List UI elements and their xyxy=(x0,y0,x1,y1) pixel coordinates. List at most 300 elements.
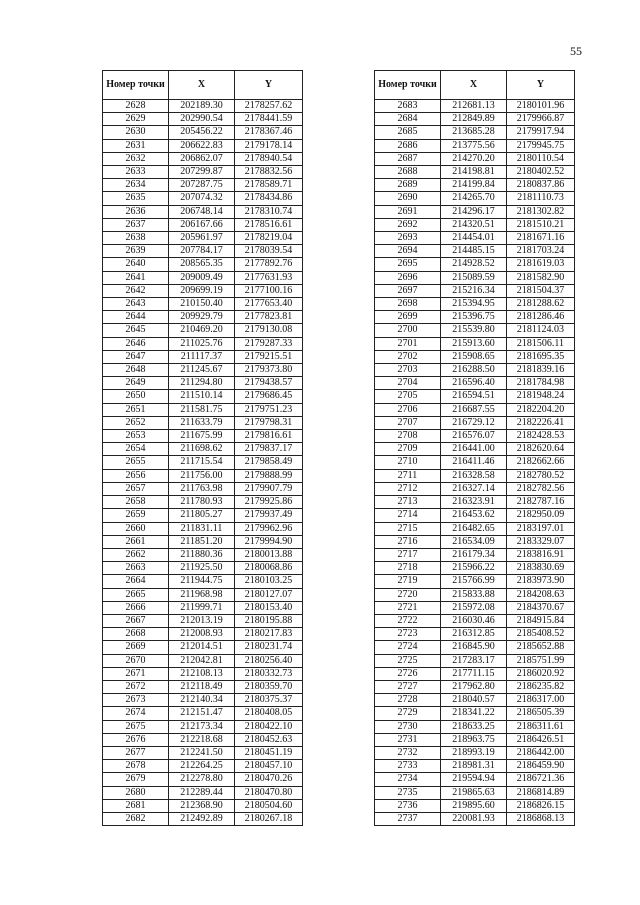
cell-x: 213685.28 xyxy=(441,126,507,139)
cell-x: 211715.54 xyxy=(169,456,235,469)
cell-x: 211510.14 xyxy=(169,390,235,403)
cell-x: 212151.47 xyxy=(169,707,235,720)
cell-y: 2178940.54 xyxy=(235,152,303,165)
cell-point-number: 2681 xyxy=(103,799,169,812)
cell-x: 212042.81 xyxy=(169,654,235,667)
cell-y: 2180332.73 xyxy=(235,667,303,680)
table-row xyxy=(375,245,575,258)
cell-y: 2186317.00 xyxy=(507,694,575,707)
table-row xyxy=(375,588,575,601)
header-y: Y xyxy=(235,71,303,100)
cell-y: 2181582.90 xyxy=(507,271,575,284)
table-row xyxy=(375,166,575,179)
cell-point-number: 2682 xyxy=(103,812,169,825)
cell-x: 206622.83 xyxy=(169,139,235,152)
cell-y: 2178441.59 xyxy=(235,113,303,126)
cell-y: 2179686.45 xyxy=(235,390,303,403)
cell-x: 211763.98 xyxy=(169,482,235,495)
cell-y: 2182787.16 xyxy=(507,496,575,509)
cell-x: 205961.97 xyxy=(169,232,235,245)
cell-y: 2181124.03 xyxy=(507,324,575,337)
cell-x: 211117.37 xyxy=(169,350,235,363)
table-row xyxy=(103,126,303,139)
table-row xyxy=(103,614,303,627)
table-row xyxy=(375,601,575,614)
cell-y: 2178434.86 xyxy=(235,192,303,205)
cell-y: 2182226.41 xyxy=(507,416,575,429)
cell-point-number: 2650 xyxy=(103,390,169,403)
cell-point-number: 2631 xyxy=(103,139,169,152)
header-x: X xyxy=(169,71,235,100)
cell-y: 2180110.54 xyxy=(507,152,575,165)
table-row xyxy=(103,166,303,179)
cell-point-number: 2705 xyxy=(375,390,441,403)
cell-x: 211968.98 xyxy=(169,588,235,601)
cell-x: 202990.54 xyxy=(169,113,235,126)
cell-y: 2184208.63 xyxy=(507,588,575,601)
cell-point-number: 2689 xyxy=(375,179,441,192)
cell-point-number: 2630 xyxy=(103,126,169,139)
cell-x: 207074.32 xyxy=(169,192,235,205)
cell-point-number: 2660 xyxy=(103,522,169,535)
table-row xyxy=(103,350,303,363)
cell-point-number: 2736 xyxy=(375,799,441,812)
cell-point-number: 2632 xyxy=(103,152,169,165)
cell-y: 2183197.01 xyxy=(507,522,575,535)
table-row xyxy=(103,733,303,746)
cell-y: 2181110.73 xyxy=(507,192,575,205)
cell-point-number: 2722 xyxy=(375,614,441,627)
cell-y: 2181948.24 xyxy=(507,390,575,403)
table-row xyxy=(103,641,303,654)
table-row xyxy=(375,205,575,218)
cell-y: 2180408.05 xyxy=(235,707,303,720)
cell-x: 219865.63 xyxy=(441,786,507,799)
table-header-row xyxy=(103,71,303,100)
table-row xyxy=(103,364,303,377)
cell-y: 2180256.40 xyxy=(235,654,303,667)
cell-point-number: 2715 xyxy=(375,522,441,535)
table-row xyxy=(375,350,575,363)
cell-point-number: 2641 xyxy=(103,271,169,284)
table-row xyxy=(103,311,303,324)
cell-y: 2180127.07 xyxy=(235,588,303,601)
cell-point-number: 2652 xyxy=(103,416,169,429)
cell-point-number: 2647 xyxy=(103,350,169,363)
cell-point-number: 2638 xyxy=(103,232,169,245)
cell-x: 216030.46 xyxy=(441,614,507,627)
cell-x: 218040.57 xyxy=(441,694,507,707)
table-row xyxy=(375,760,575,773)
cell-point-number: 2716 xyxy=(375,535,441,548)
cell-y: 2179438.57 xyxy=(235,377,303,390)
table-row xyxy=(375,139,575,152)
cell-x: 214485.15 xyxy=(441,245,507,258)
cell-point-number: 2677 xyxy=(103,746,169,759)
cell-point-number: 2644 xyxy=(103,311,169,324)
table-row xyxy=(103,812,303,825)
cell-point-number: 2719 xyxy=(375,575,441,588)
cell-x: 210469.20 xyxy=(169,324,235,337)
cell-x: 215539.80 xyxy=(441,324,507,337)
coordinates-table-right xyxy=(374,70,575,826)
cell-y: 2185408.52 xyxy=(507,628,575,641)
table-row xyxy=(103,482,303,495)
table-row xyxy=(103,430,303,443)
cell-point-number: 2668 xyxy=(103,628,169,641)
table-row xyxy=(375,482,575,495)
cell-point-number: 2720 xyxy=(375,588,441,601)
cell-y: 2182950.09 xyxy=(507,509,575,522)
cell-point-number: 2670 xyxy=(103,654,169,667)
table-row xyxy=(103,139,303,152)
cell-x: 217283.17 xyxy=(441,654,507,667)
cell-y: 2177653.40 xyxy=(235,298,303,311)
cell-point-number: 2726 xyxy=(375,667,441,680)
cell-x: 208565.35 xyxy=(169,258,235,271)
table-row xyxy=(375,377,575,390)
cell-x: 211294.80 xyxy=(169,377,235,390)
cell-y: 2186020.92 xyxy=(507,667,575,680)
cell-point-number: 2665 xyxy=(103,588,169,601)
cell-y: 2181619.03 xyxy=(507,258,575,271)
table-row xyxy=(103,548,303,561)
cell-x: 211925.50 xyxy=(169,562,235,575)
cell-y: 2185652.88 xyxy=(507,641,575,654)
table-row xyxy=(103,218,303,231)
cell-point-number: 2729 xyxy=(375,707,441,720)
cell-point-number: 2688 xyxy=(375,166,441,179)
cell-y: 2178367.46 xyxy=(235,126,303,139)
cell-y: 2178589.71 xyxy=(235,179,303,192)
table-row xyxy=(375,430,575,443)
cell-y: 2177631.93 xyxy=(235,271,303,284)
cell-x: 214270.20 xyxy=(441,152,507,165)
cell-y: 2180101.96 xyxy=(507,100,575,113)
cell-x: 210150.40 xyxy=(169,298,235,311)
cell-y: 2179945.75 xyxy=(507,139,575,152)
table-row xyxy=(375,812,575,825)
cell-y: 2186505.39 xyxy=(507,707,575,720)
cell-y: 2180470.80 xyxy=(235,786,303,799)
cell-point-number: 2639 xyxy=(103,245,169,258)
cell-x: 211831.11 xyxy=(169,522,235,535)
table-row xyxy=(375,298,575,311)
cell-point-number: 2692 xyxy=(375,218,441,231)
cell-y: 2184370.67 xyxy=(507,601,575,614)
cell-y: 2183973.90 xyxy=(507,575,575,588)
table-row xyxy=(103,496,303,509)
cell-point-number: 2645 xyxy=(103,324,169,337)
table-row xyxy=(375,509,575,522)
table-row xyxy=(103,245,303,258)
cell-point-number: 2690 xyxy=(375,192,441,205)
table-row xyxy=(103,469,303,482)
cell-x: 212368.90 xyxy=(169,799,235,812)
table-row xyxy=(375,469,575,482)
cell-y: 2186442.00 xyxy=(507,746,575,759)
cell-y: 2180451.19 xyxy=(235,746,303,759)
table-row xyxy=(375,733,575,746)
cell-point-number: 2661 xyxy=(103,535,169,548)
cell-y: 2179178.14 xyxy=(235,139,303,152)
cell-point-number: 2664 xyxy=(103,575,169,588)
cell-point-number: 2685 xyxy=(375,126,441,139)
table-row xyxy=(103,588,303,601)
cell-x: 216312.85 xyxy=(441,628,507,641)
cell-point-number: 2643 xyxy=(103,298,169,311)
table-row xyxy=(375,403,575,416)
cell-y: 2182428.53 xyxy=(507,430,575,443)
cell-x: 212289.44 xyxy=(169,786,235,799)
cell-point-number: 2704 xyxy=(375,377,441,390)
cell-point-number: 2732 xyxy=(375,746,441,759)
cell-point-number: 2673 xyxy=(103,694,169,707)
cell-y: 2180422.10 xyxy=(235,720,303,733)
cell-y: 2185751.99 xyxy=(507,654,575,667)
table-row xyxy=(375,443,575,456)
cell-point-number: 2711 xyxy=(375,469,441,482)
cell-y: 2179917.94 xyxy=(507,126,575,139)
cell-x: 216596.40 xyxy=(441,377,507,390)
table-row xyxy=(103,654,303,667)
cell-y: 2181695.35 xyxy=(507,350,575,363)
cell-x: 220081.93 xyxy=(441,812,507,825)
cell-point-number: 2697 xyxy=(375,284,441,297)
cell-x: 212241.50 xyxy=(169,746,235,759)
cell-x: 211805.27 xyxy=(169,509,235,522)
cell-y: 2186826.15 xyxy=(507,799,575,812)
cell-x: 216845.90 xyxy=(441,641,507,654)
cell-y: 2181286.46 xyxy=(507,311,575,324)
cell-x: 214198.81 xyxy=(441,166,507,179)
cell-y: 2179962.96 xyxy=(235,522,303,535)
table-row xyxy=(375,575,575,588)
cell-x: 211245.67 xyxy=(169,364,235,377)
cell-point-number: 2694 xyxy=(375,245,441,258)
table-row xyxy=(103,232,303,245)
cell-point-number: 2628 xyxy=(103,100,169,113)
cell-x: 212140.34 xyxy=(169,694,235,707)
cell-x: 215766.99 xyxy=(441,575,507,588)
cell-y: 2180452.63 xyxy=(235,733,303,746)
cell-y: 2182204.20 xyxy=(507,403,575,416)
cell-y: 2186311.61 xyxy=(507,720,575,733)
cell-y: 2178039.54 xyxy=(235,245,303,258)
cell-point-number: 2678 xyxy=(103,760,169,773)
table-row xyxy=(375,284,575,297)
table-row xyxy=(103,390,303,403)
cell-x: 214199.84 xyxy=(441,179,507,192)
cell-point-number: 2674 xyxy=(103,707,169,720)
cell-point-number: 2640 xyxy=(103,258,169,271)
cell-point-number: 2721 xyxy=(375,601,441,614)
table-row xyxy=(375,548,575,561)
cell-y: 2180267.18 xyxy=(235,812,303,825)
cell-point-number: 2730 xyxy=(375,720,441,733)
cell-y: 2180375.37 xyxy=(235,694,303,707)
cell-point-number: 2728 xyxy=(375,694,441,707)
cell-y: 2186235.82 xyxy=(507,680,575,693)
cell-y: 2177823.81 xyxy=(235,311,303,324)
table-row xyxy=(375,126,575,139)
cell-point-number: 2714 xyxy=(375,509,441,522)
table-row xyxy=(103,258,303,271)
cell-point-number: 2666 xyxy=(103,601,169,614)
table-row xyxy=(103,337,303,350)
cell-x: 211944.75 xyxy=(169,575,235,588)
table-row xyxy=(103,403,303,416)
cell-x: 216482.65 xyxy=(441,522,507,535)
cell-x: 216576.07 xyxy=(441,430,507,443)
cell-y: 2179837.17 xyxy=(235,443,303,456)
cell-point-number: 2648 xyxy=(103,364,169,377)
cell-point-number: 2701 xyxy=(375,337,441,350)
table-row xyxy=(375,311,575,324)
table-row xyxy=(375,218,575,231)
cell-y: 2182780.52 xyxy=(507,469,575,482)
cell-x: 211025.76 xyxy=(169,337,235,350)
table-row xyxy=(375,390,575,403)
cell-y: 2181671.16 xyxy=(507,232,575,245)
cell-point-number: 2693 xyxy=(375,232,441,245)
cell-x: 217711.15 xyxy=(441,667,507,680)
cell-y: 2178257.62 xyxy=(235,100,303,113)
cell-x: 218981.31 xyxy=(441,760,507,773)
cell-x: 211756.00 xyxy=(169,469,235,482)
cell-point-number: 2667 xyxy=(103,614,169,627)
cell-x: 211880.36 xyxy=(169,548,235,561)
cell-y: 2181288.62 xyxy=(507,298,575,311)
cell-point-number: 2684 xyxy=(375,113,441,126)
cell-x: 216594.51 xyxy=(441,390,507,403)
cell-x: 215833.88 xyxy=(441,588,507,601)
cell-y: 2182620.64 xyxy=(507,443,575,456)
cell-y: 2182782.56 xyxy=(507,482,575,495)
cell-y: 2179888.99 xyxy=(235,469,303,482)
table-row xyxy=(103,522,303,535)
cell-point-number: 2637 xyxy=(103,218,169,231)
header-point-number: Номер точки xyxy=(375,71,441,100)
cell-x: 212492.89 xyxy=(169,812,235,825)
cell-point-number: 2713 xyxy=(375,496,441,509)
cell-x: 211851.20 xyxy=(169,535,235,548)
table-row xyxy=(375,614,575,627)
cell-x: 214296.17 xyxy=(441,205,507,218)
cell-y: 2177892.76 xyxy=(235,258,303,271)
cell-x: 211780.93 xyxy=(169,496,235,509)
cell-x: 216687.55 xyxy=(441,403,507,416)
cell-point-number: 2731 xyxy=(375,733,441,746)
cell-point-number: 2669 xyxy=(103,641,169,654)
table-row xyxy=(103,773,303,786)
cell-y: 2180153.40 xyxy=(235,601,303,614)
cell-x: 212008.93 xyxy=(169,628,235,641)
cell-point-number: 2676 xyxy=(103,733,169,746)
cell-x: 212118.49 xyxy=(169,680,235,693)
cell-y: 2179130.08 xyxy=(235,324,303,337)
cell-y: 2180231.74 xyxy=(235,641,303,654)
cell-point-number: 2717 xyxy=(375,548,441,561)
table-row xyxy=(375,707,575,720)
cell-point-number: 2658 xyxy=(103,496,169,509)
cell-y: 2180457.10 xyxy=(235,760,303,773)
cell-point-number: 2663 xyxy=(103,562,169,575)
table-row xyxy=(103,443,303,456)
cell-y: 2180359.70 xyxy=(235,680,303,693)
cell-point-number: 2649 xyxy=(103,377,169,390)
cell-y: 2179816.61 xyxy=(235,430,303,443)
cell-point-number: 2709 xyxy=(375,443,441,456)
cell-point-number: 2708 xyxy=(375,430,441,443)
cell-y: 2181504.37 xyxy=(507,284,575,297)
cell-point-number: 2635 xyxy=(103,192,169,205)
cell-x: 212108.13 xyxy=(169,667,235,680)
cell-point-number: 2642 xyxy=(103,284,169,297)
cell-y: 2179994.90 xyxy=(235,535,303,548)
cell-point-number: 2683 xyxy=(375,100,441,113)
cell-y: 2179858.49 xyxy=(235,456,303,469)
table-row xyxy=(103,562,303,575)
cell-point-number: 2680 xyxy=(103,786,169,799)
cell-x: 215216.34 xyxy=(441,284,507,297)
table-row xyxy=(375,337,575,350)
cell-x: 206862.07 xyxy=(169,152,235,165)
cell-x: 215972.08 xyxy=(441,601,507,614)
cell-y: 2183816.91 xyxy=(507,548,575,561)
table-row xyxy=(375,799,575,812)
cell-x: 212013.19 xyxy=(169,614,235,627)
cell-y: 2181510.21 xyxy=(507,218,575,231)
table-row xyxy=(375,192,575,205)
cell-y: 2180504.60 xyxy=(235,799,303,812)
cell-x: 212014.51 xyxy=(169,641,235,654)
cell-point-number: 2695 xyxy=(375,258,441,271)
cell-point-number: 2629 xyxy=(103,113,169,126)
cell-y: 2179798.31 xyxy=(235,416,303,429)
cell-y: 2182662.66 xyxy=(507,456,575,469)
table-row xyxy=(375,562,575,575)
cell-point-number: 2698 xyxy=(375,298,441,311)
cell-x: 213775.56 xyxy=(441,139,507,152)
table-row xyxy=(103,720,303,733)
table-row xyxy=(375,496,575,509)
table-row xyxy=(103,113,303,126)
table-row xyxy=(103,799,303,812)
cell-point-number: 2646 xyxy=(103,337,169,350)
cell-point-number: 2725 xyxy=(375,654,441,667)
cell-point-number: 2718 xyxy=(375,562,441,575)
table-row xyxy=(103,377,303,390)
cell-x: 207287.75 xyxy=(169,179,235,192)
cell-y: 2179907.79 xyxy=(235,482,303,495)
cell-point-number: 2671 xyxy=(103,667,169,680)
page-number: 55 xyxy=(570,44,582,58)
table-row xyxy=(375,773,575,786)
table-row xyxy=(103,786,303,799)
cell-x: 218633.25 xyxy=(441,720,507,733)
cell-point-number: 2699 xyxy=(375,311,441,324)
coordinates-table-left xyxy=(102,70,303,826)
cell-y: 2179373.80 xyxy=(235,364,303,377)
cell-point-number: 2737 xyxy=(375,812,441,825)
table-row xyxy=(375,522,575,535)
cell-x: 209009.49 xyxy=(169,271,235,284)
table-row xyxy=(375,456,575,469)
table-row xyxy=(103,509,303,522)
cell-x: 215908.65 xyxy=(441,350,507,363)
table-row xyxy=(103,667,303,680)
